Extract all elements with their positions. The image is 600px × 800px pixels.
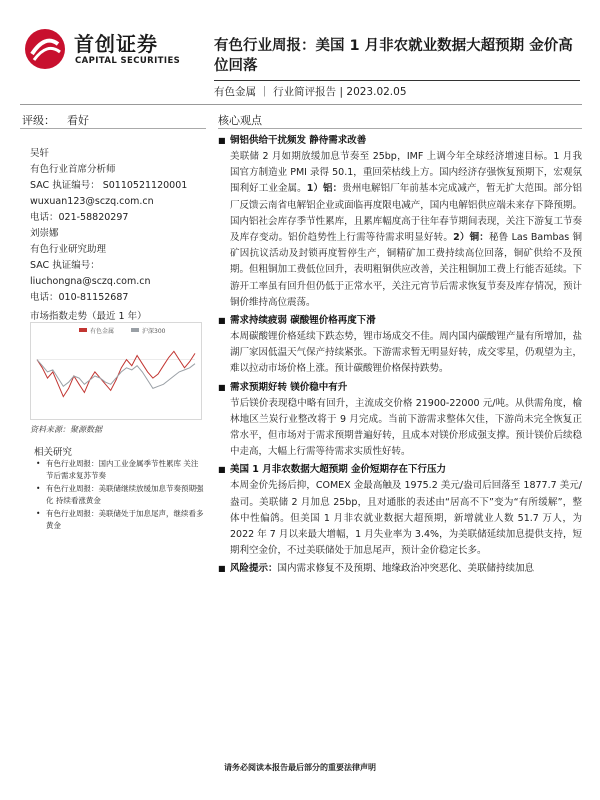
core-section: [218, 561, 582, 577]
related-research-item[interactable]: • 有色行业周报：美联储继续放缓加息节奏预期强化 持续看涨黄金: [34, 483, 204, 506]
core-section: [218, 462, 582, 559]
core-section-text: [218, 149, 582, 311]
logo-english-name: CAPITAL SECURITIES: [75, 56, 181, 66]
analyst-email[interactable]: liuchongna@sczq.com.cn: [30, 276, 151, 287]
core-section-text: [218, 396, 582, 461]
legend-label: 有色金属: [90, 328, 115, 335]
core-view-divider: [218, 128, 582, 129]
core-section-text: [218, 329, 582, 378]
paragraph-text: 节后镁价表现稳中略有回升，主流成交价格 21900-22000 元/吨。从供需角度，榆林地区兰炭行业整改将于 9 月完成。当前下游需求整体欠佳，下游尚未完全恢复正常水平，但市场对于需求预期普遍好转，且成本对镁价形成强支撑。预计镁价后续稳中走高，大幅上行需等待需求实质性好转。: [230, 397, 582, 458]
core-section-heading: ■ 需求预期好转 镁价稳中有升: [218, 380, 582, 396]
analyst-name: 吴轩: [30, 148, 50, 159]
paragraph-text: 贵州电解铝厂年前基本完成减产，暂无扩大范围。部分铝厂反馈云南省电解铝企业或面临再度限电减产，国内电解铝供应端未来存下降预期。国内铝社会库存季节性累库，且累库幅度高于往年春节期间表现，关注下游复工节奏及库存变动。铝价趋势性上行需等待需求明显好转。: [230, 183, 582, 244]
analyst-card-1: [30, 146, 200, 226]
chart-title: 市场指数走势（最近 1 年）: [30, 311, 147, 322]
core-section: [218, 380, 582, 461]
chart-source: 资料来源：聚源数据: [30, 425, 102, 434]
core-section-text: [218, 478, 582, 559]
analyst-role: 有色行业研究助理: [30, 244, 107, 255]
sub-heading: 1）铝：: [306, 183, 343, 195]
series-line-沪深300: [37, 360, 195, 389]
report-title: 有色行业周报：美国 1 月非农就业数据大超预期 金价高位回落: [214, 38, 573, 74]
rating-label: 评级：: [22, 114, 55, 127]
left-divider: [20, 128, 206, 129]
sub-heading: 2）铜：: [453, 232, 489, 244]
legend-swatch: [131, 328, 139, 332]
paragraph-text: 本周碳酸锂价格延续下跌态势，锂市场成交不佳。周内国内碳酸锂产量有所增加，盐湖厂家因低温天气保产持续紧张。下游需求暂无明显好转，成交零星，仍观望为主，难以拉动市场价格上涨。预计碳酸锂价格保持跌势。: [230, 331, 582, 375]
core-section: [218, 133, 582, 311]
core-view-body: [218, 133, 582, 580]
core-section-heading: ■ 铜铝供给干扰频发 静待需求改善: [218, 133, 582, 149]
rating-value: 看好: [67, 114, 89, 127]
related-research-list: [34, 458, 204, 533]
analyst-cert: SAC 执证编号：: [30, 260, 100, 271]
core-view-title: 核心观点: [218, 114, 262, 127]
paragraph-text: 秘鲁 Las Bambas 铜矿因抗议活动及封锁再度暂停生产，铜精矿加工费持续高位回落，铜矿供给不及预期。但粗铜加工费低位回升，表明粗铜供应改善，关注粗铜加工费上行能否延续。下游开工率虽有回升但仍低于正常水平，关注元宵节后需求恢复节奏及库存情况，预计铜价维持高位震荡。: [230, 232, 582, 308]
analyst-role: 有色行业首席分析师: [30, 164, 116, 175]
rating: [22, 112, 101, 128]
analyst-email[interactable]: wuxuan123@sczq.com.cn: [30, 196, 154, 207]
analyst-card-2: [30, 226, 200, 306]
risk-text: 国内需求修复不及预期、地缘政治冲突恶化、美联储持续加息: [277, 563, 535, 575]
analyst-phone: 电话：021-58820297: [30, 212, 129, 223]
analyst-cert: SAC 执证编号： S0110521120001: [30, 180, 188, 191]
company-logo: [22, 26, 202, 76]
series-line-有色金属: [37, 351, 195, 396]
core-section-heading: ■ 美国 1 月非农数据大超预期 金价短期存在下行压力: [218, 462, 582, 478]
report-meta: 有色金属 ｜ 行业简评报告 | 2023.02.05: [214, 86, 407, 98]
risk-label: 风险提示：: [230, 563, 278, 575]
related-research-item[interactable]: • 有色行业周报：美联储处于加息尾声，继续看多黄金: [34, 508, 204, 531]
core-section-heading: [218, 561, 582, 577]
legend-label: 沪深300: [142, 328, 166, 335]
logo-chinese-name: 首创证券: [74, 32, 158, 56]
paragraph-text: 本周金价先扬后抑，COMEX 金最高触及 1975.2 美元/盎司后回落至 1877.7 美元/盎司。美联储 2 月加息 25bp，且对通胀的表述由“居高不下”变为“有所缓解”，整体中性偏鸽。但美国 1 月非农就业数据大超预期，新增就业人数 51.7 万人，为 2022 年 7 月以来最大增幅，1 月失业率为 3.4%，为美联储延续加息提供支持，短期利空金价，不过美联储处于加息尾声，预计金价稳定长多。: [230, 480, 582, 557]
core-section-heading: ■ 需求持续疲弱 碳酸锂价格再度下滑: [218, 313, 582, 329]
analyst-phone: 电话：010-81152687: [30, 292, 129, 303]
related-research-title: 相关研究: [34, 447, 73, 458]
paragraph-text: 美联储 2 月如期放缓加息节奏至 25bp，IMF 上调今年全球经济增速目标。1 月我国官方制造业 PMI 录得 50.1，重回荣枯线上方。国内经济存强恢复预期下，宏观氛围利好工业金属。: [230, 151, 582, 195]
chart-canvas: [31, 323, 201, 419]
market-index-chart: [30, 322, 202, 420]
logo-emblem-icon: [22, 26, 68, 72]
legal-footer: 请务必阅读本报告最后部分的重要法律声明: [224, 763, 376, 772]
related-research-item[interactable]: • 有色行业周报：国内工业金属季节性累库 关注节后需求复苏节奏: [34, 458, 204, 481]
analyst-name: 刘崇娜: [30, 228, 59, 239]
legend-swatch: [79, 328, 87, 332]
core-section: [218, 313, 582, 378]
title-divider: [214, 80, 580, 81]
header-divider: [20, 104, 582, 105]
